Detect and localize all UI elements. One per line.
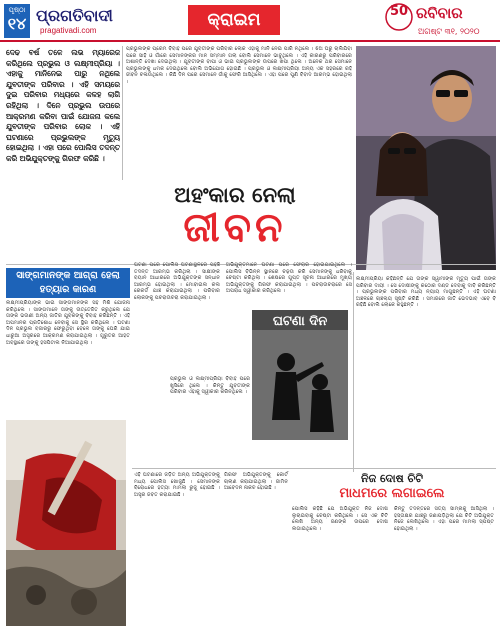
article-column-7: କିନ୍ତୁ ତଦନ୍ତରେ ସତ୍ୟ ସାମ୍ନାକୁ ଆସିଥିଲା । ହସ୍ତାକ୍ଷର ଯାଞ୍ଚରୁ ଜଣାପଡ଼ିଥିଲା ଯେ ଚିଟି ଅଭିଯୁକ୍ତ ନିଜେ ଲେଖିଥିଲେ । ଏହା ପରେ ମାମଲା ସ୍ପଷ୍ଟ ହୋଇଥିଲା । xyxy=(394,506,494,532)
couple-photo-illustration xyxy=(356,46,496,270)
anniversary-number: 50 xyxy=(389,4,409,19)
column-divider xyxy=(353,272,354,472)
website-link[interactable]: pragativadi.com xyxy=(40,26,97,35)
article-column-5: ଗିରଫ ଅଭିଯୁକ୍ତଙ୍କୁ କୋର୍ଟ ଚାଲାଣ କରାଯାଇଥିଲା । ଜାମିନ ଆବେଦନ ନାକଚ ହୋଇଛି । xyxy=(224,472,288,492)
section-divider xyxy=(132,468,496,469)
crime-scene-photo xyxy=(6,420,126,626)
sidebar-heading: ସାଙ୍ଗମାନଙ୍କ ଆଗ୍ରା ହେଲା ହତ୍ୟାର କାରଣ xyxy=(6,268,130,298)
subheading-line2: ମାଧମରେ ଲଗାଇଲେ xyxy=(339,486,445,501)
article-column-2: ଅଭିଯୁକ୍ତମାନେ ଘଟଣା ପରେ ଫେରାର ହୋଇଯାଇଥିଲେ । ପୋଲିସ ବିଭିନ୍ନ ସ୍ଥାନରେ ଚଢ଼ଉ କରି ସେମାନଙ୍କୁ ଧରିବାକୁ ଚେଷ୍ଟା କରିଥିଲା । ଶେଷରେ ଗୁପ୍ତ ସୂଚନା ଆଧାରରେ ମୁଖ୍ୟ ଅଭିଯୁକ୍ତଙ୍କୁ ଗିରଫ କରାଯାଇଥିଲା । ପଚରାଉଚରାରେ ସେ ଅପରାଧ ସ୍ୱୀକାର କରିଥିଲେ । xyxy=(226,262,352,295)
headline-line2: ଜୀବନ xyxy=(183,205,287,251)
page-number-box xyxy=(4,4,30,38)
lead-intro: ଦେଢ ବର୍ଷ ତଳେ ଲଭ ମ୍ୟାରେଜ କରିଥିଲେ ପ୍ରଭୁଲ ଓ ଲକ୍ଷ୍ମୀପ୍ରିୟା । ଏହାକୁ ମାନିନେଇ ପାରୁ ନଥିଲେ ଯୁବତୀଙ୍କ ପରିବାର । ଏହି ସମୟରେ ଦୁଇ ପରିବାର ମଧ୍ୟରେ କଳହ ଲାଗି ରହିଥିଲା । ଦିନେ ପ୍ରଭୁଲ ଉପରେ ଆକ୍ରମଣ କରିବା ପାଇଁ ଯୋଜନା କଲେ ଯୁବତୀଙ୍କ ପରିବାର ଲୋକ । ଏହି ଘଟଣାରେ ପ୍ରଭୁଲଙ୍କ ମୃତ୍ୟୁ ହୋଇଥିଲା । ଏହା ପରେ ପୋଲିସ ତଦନ୍ତ କରି ଅଭିଯୁକ୍ତଙ୍କୁ ଗିରଫ କରିଛି । xyxy=(6,48,120,163)
section-tag-crime: କ୍ରାଇମ xyxy=(188,5,280,35)
page-label: ପୃଷ୍ଠା xyxy=(8,6,26,14)
article-column-4: ଏହି ଘଟଣାରେ ଜଡ଼ିତ ଅନ୍ୟ ଅଭିଯୁକ୍ତଙ୍କୁ ମଧ୍ୟ ପୋଲିସ ଖୋଜୁଛି । ସେମାନଙ୍କ ବିରୋଧରେ ହତ୍ୟା ମାମଲା ରୁଜୁ ହୋଇଛି । ଅସ୍ତ୍ର ଜବତ କରାଯାଇଛି । xyxy=(134,472,220,498)
crime-scene-illustration xyxy=(6,420,126,626)
subheading-line1: ନିଜ ଦୋଷ ଚିଟି xyxy=(361,472,423,485)
couple-photo xyxy=(356,46,496,270)
newspaper-logo: ପ୍ରଗତିବାଦୀ xyxy=(36,6,113,25)
issue-date: ଅଗଷ୍ଟ ୩୧, ୨୦୨୦ xyxy=(418,27,480,36)
assault-silhouette-illustration xyxy=(252,310,348,440)
article-column-1: ଘଟଣା ପରେ ପୋଲିସ ଘଟଣାସ୍ଥଳରେ ପହଞ୍ଚି ତଦନ୍ତ ଆରମ୍ଭ କରିଥିଲା । ସାକ୍ଷୀଙ୍କ ବୟାନ ଆଧାରରେ ଅଭିଯୁକ୍ତଙ୍କ ସନ୍ଧାନ ଆରମ୍ଭ ହୋଇଥିଲା । ମୋବାଇଲ କଲ ରେକର୍ଡ ଯାଞ୍ଚ କରାଯାଇଥିଲା । ପରିବାର ଲୋକଙ୍କୁ ପଚରାଉଚରା କରାଯାଇଥିଲା । xyxy=(134,262,220,301)
headline-line1: ଅହଂକାର ନେଲା xyxy=(174,183,296,207)
masthead xyxy=(0,0,500,42)
incident-day-title: ଘଟଣା ଦିନ xyxy=(272,314,328,329)
sidebar-body: ଲକ୍ଷ୍ମୀପ୍ରିୟାଙ୍କ ଭାଇ ସାଙ୍ଗମାନଙ୍କ ସହ ମିଶି ଯୋଜନା କରିଥିଲେ । ସାଙ୍ଗମାନେ ତାଙ୍କୁ ଉତ୍ତେଜିତ କରୁଥିଲେ ଯେ ତାଙ୍କ ଭଉଣୀ ଅନ୍ୟ ଜାତିର ଯୁବକଙ୍କୁ ବିବାହ କରିଛନ୍ତି । ଏହି ଅପମାନର ପ୍ରତିଶୋଧ ନେବାକୁ ସେ ସ୍ଥିର କରିଥିଲେ । ଘଟଣା ଦିନ ପ୍ରଭୁଲ ବଜାରରୁ ଫେରୁଥିବା ବେଳେ ତାଙ୍କୁ ଘେରି ଯାଇ ଧାରୁଆ ଅସ୍ତ୍ରରେ ଆକ୍ରମଣ କରାଯାଇଥିଲା । ଗୁରୁତର ଆହତ ଅବସ୍ଥାରେ ତାଙ୍କୁ ହସପିଟାଲ ନିଆଯାଇଥିଲା । xyxy=(6,300,130,346)
article-column-6: ପୋଲିସ କହିଛି ଯେ ଅଭିଯୁକ୍ତ ନିଜ ଦୋଷ ଲୁଚାଇବାକୁ ଚେଷ୍ଟା କରିଥିଲେ । ସେ ଏକ ଚିଟି ଲେଖି ଅନ୍ୟ ଜଣଙ୍କ ଉପରେ ଦୋଷ ଲଗାଇଥିଲେ । xyxy=(292,506,388,532)
photo-caption: ପ୍ରଭୁଲ ଓ ଲକ୍ଷ୍ମୀପ୍ରିୟା ବିବାହ ପରେ ଖୁସିରେ ଥିଲେ । କିନ୍ତୁ ଯୁବତୀଙ୍କ ପରିବାର ଏହାକୁ ସ୍ୱୀକାର କରିନଥିଲେ । xyxy=(170,376,250,396)
article-column-3: ଲକ୍ଷ୍ମୀପ୍ରିୟା କହିଛନ୍ତି ଯେ ତାଙ୍କ ସ୍ୱାମୀଙ୍କ ମୃତ୍ୟୁ ପାଇଁ ତାଙ୍କ ପରିବାର ଦାୟୀ । ସେ ଦୋଷୀଙ୍କୁ କଠୋର ଦଣ୍ଡ ଦେବାକୁ ଦାବି କରିଛନ୍ତି । ପ୍ରଭୁଲଙ୍କ ପରିବାର ମଧ୍ୟ ନ୍ୟାୟ ମାଗୁଛନ୍ତି । ଏହି ଘଟଣା ଅଞ୍ଚଳରେ ଚାଞ୍ଚଲ୍ୟ ସୃଷ୍ଟି କରିଛି । ସମାଜରେ ଜାତି ଭେଦଭାବ ଏବେ ବି ରହିଛି ବୋଲି ଲୋକେ କହୁଛନ୍ତି । xyxy=(356,276,496,309)
incident-day-box xyxy=(252,310,348,440)
article-body-top: ପ୍ରଭୁଲଙ୍କ ପ୍ରେମ ବିବାହ ପରେ ଯୁବତୀଙ୍କ ପରିବାର ଲୋକ ଏହାକୁ ମାନି ନେଇ ପାରି ନଥିଲେ । ଝିଅ ଘରୁ ଚାଲିଯିବା ପରେ ସାହି ଓ ଗାଁରେ ସେମାନଙ୍କର ମାନ ସମ୍ମାନ ଗଲା ବୋଲି ସେମାନେ ଭାବୁଥିଲେ । ଏହି କାରଣରୁ ପରିବାରରେ ଅଶାନ୍ତି ଦେଖା ଦେଇଥିଲା । ଯୁବତୀଙ୍କ ବାପା ଓ ଭାଇ ପ୍ରଭୁଲଙ୍କ ଉପରେ ଖପା ଥିଲେ । ଅନେକ ଥର ସେମାନେ ପ୍ରଭୁଲଙ୍କୁ ଧମକ ଦେଇଥିଲେ ବୋଲି ଅଭିଯୋଗ ହୋଇଛି । ପ୍ରଭୁଲ ଓ ଲକ୍ଷ୍ମୀପ୍ରିୟା ଅନ୍ୟ ଏକ ସହରରେ ରହି ଜୀବନ ଚଳାଉଥିଲେ । କିଛି ଦିନ ପରେ ସେମାନେ ଗାଁକୁ ଫେରି ଆସିଥିଲେ । ଏହା ପରେ ପୁଣି ବିବାଦ ଆରମ୍ଭ ହୋଇଥିଲା । xyxy=(126,46,352,85)
supplement-title: ରବିବାର xyxy=(416,4,463,22)
page-number: ୧୪ xyxy=(7,14,27,33)
column-divider xyxy=(122,46,123,180)
